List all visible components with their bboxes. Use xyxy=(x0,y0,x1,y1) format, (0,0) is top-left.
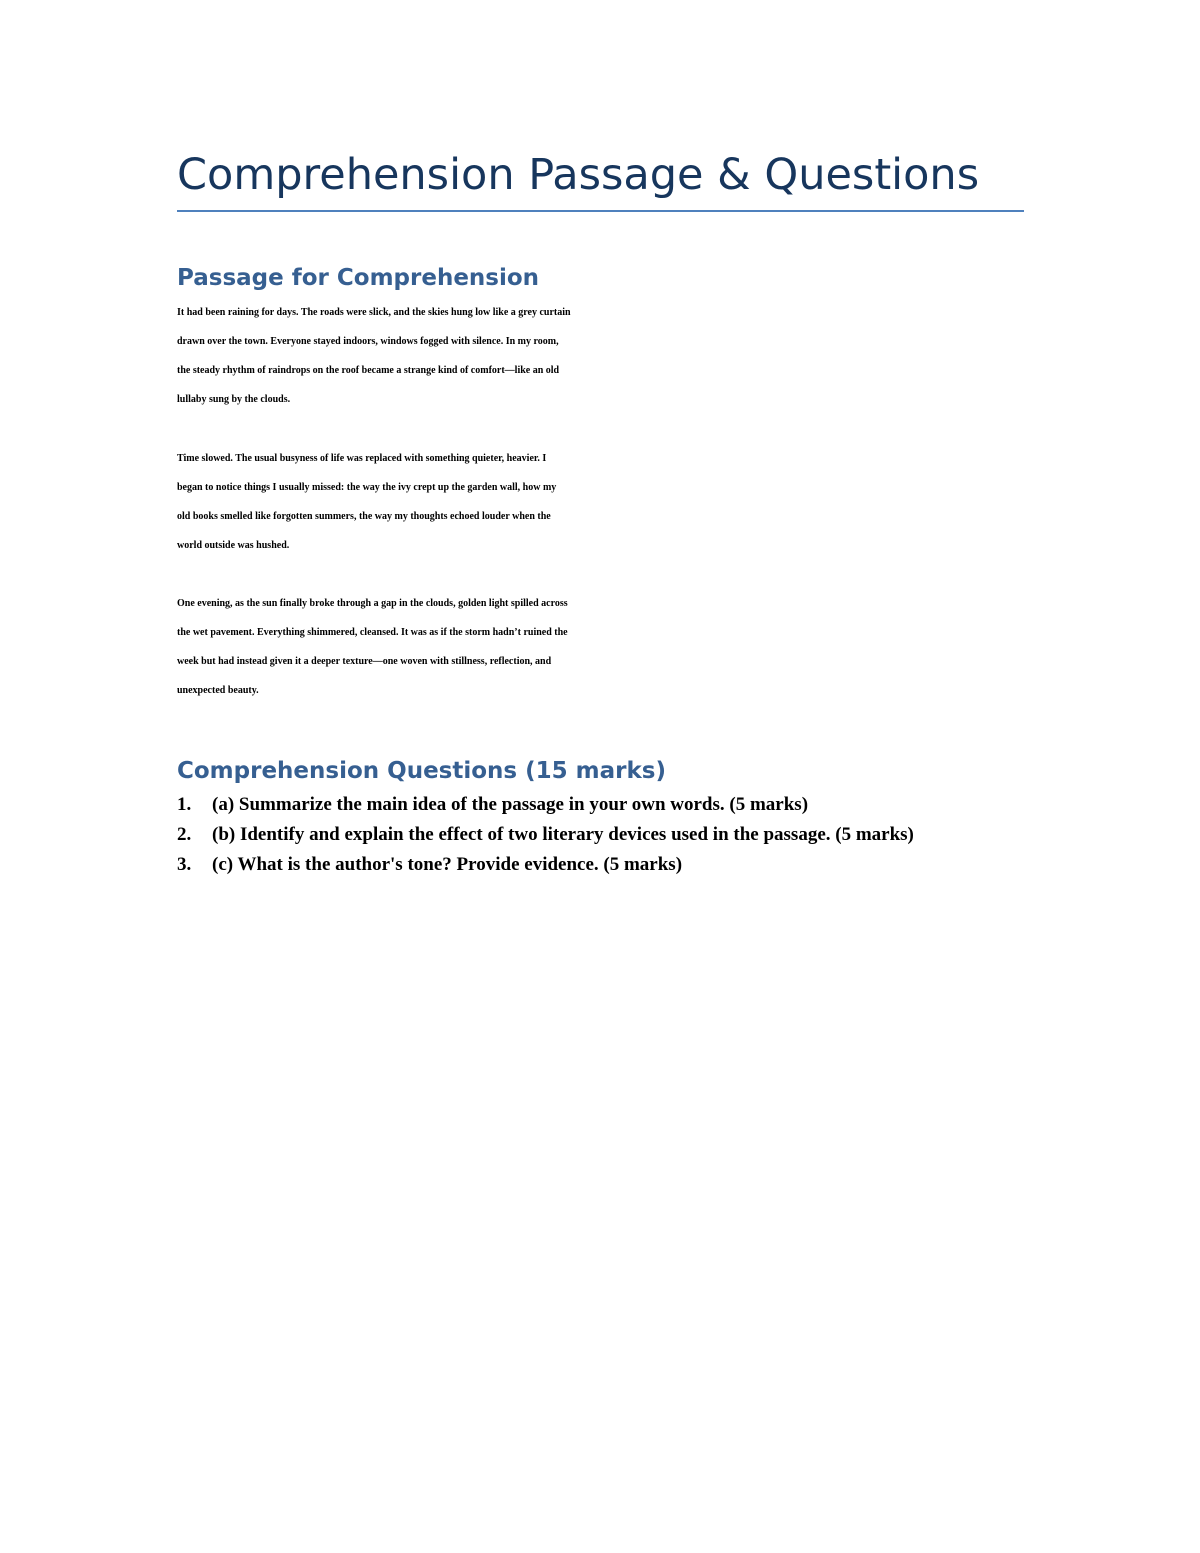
question-item xyxy=(177,820,1027,850)
passage-paragraph-2 xyxy=(177,444,1027,560)
question-number: 3. xyxy=(177,854,192,875)
question-text: (b) Identify and explain the effect of two literary devices used in the passage. (5 marks) xyxy=(212,824,914,845)
page-title: Comprehension Passage & Questions xyxy=(177,150,980,200)
questions-list xyxy=(177,790,1027,880)
question-item xyxy=(177,790,1027,820)
text-line: the wet pavement. Everything shimmered, cleansed. It was as if the storm hadn’t ruined the xyxy=(177,627,568,638)
text-line: week but had instead given it a deeper texture—one woven with stillness, reflection, and xyxy=(177,656,552,667)
text-line: Time slowed. The usual busyness of life was replaced with something quieter, heavier. I xyxy=(177,453,547,464)
question-item xyxy=(177,850,1027,880)
text-line: the steady rhythm of raindrops on the roof became a strange kind of comfort—like an old xyxy=(177,365,560,376)
text-line: One evening, as the sun finally broke through a gap in the clouds, golden light spilled across xyxy=(177,598,568,609)
question-number: 2. xyxy=(177,824,192,845)
title-underline xyxy=(177,210,1024,212)
passage-paragraph-3 xyxy=(177,589,1027,705)
question-number: 1. xyxy=(177,794,192,815)
question-text: (a) Summarize the main idea of the passage in your own words. (5 marks) xyxy=(212,794,809,815)
text-line: It had been raining for days. The roads were slick, and the skies hung low like a grey curtain xyxy=(177,307,571,318)
passage-heading: Passage for Comprehension xyxy=(177,265,540,291)
text-line: old books smelled like forgotten summers, the way my thoughts echoed louder when the xyxy=(177,511,551,522)
question-text: (c) What is the author's tone? Provide evidence. (5 marks) xyxy=(212,854,683,875)
text-line: world outside was hushed. xyxy=(177,540,290,551)
questions-heading: Comprehension Questions (15 marks) xyxy=(177,758,666,784)
text-line: lullaby sung by the clouds. xyxy=(177,394,291,405)
passage-paragraph-1 xyxy=(177,298,1027,414)
text-line: unexpected beauty. xyxy=(177,685,259,696)
text-line: began to notice things I usually missed: the way the ivy crept up the garden wall, how my xyxy=(177,482,557,493)
text-line: drawn over the town. Everyone stayed indoors, windows fogged with silence. In my room, xyxy=(177,336,559,347)
